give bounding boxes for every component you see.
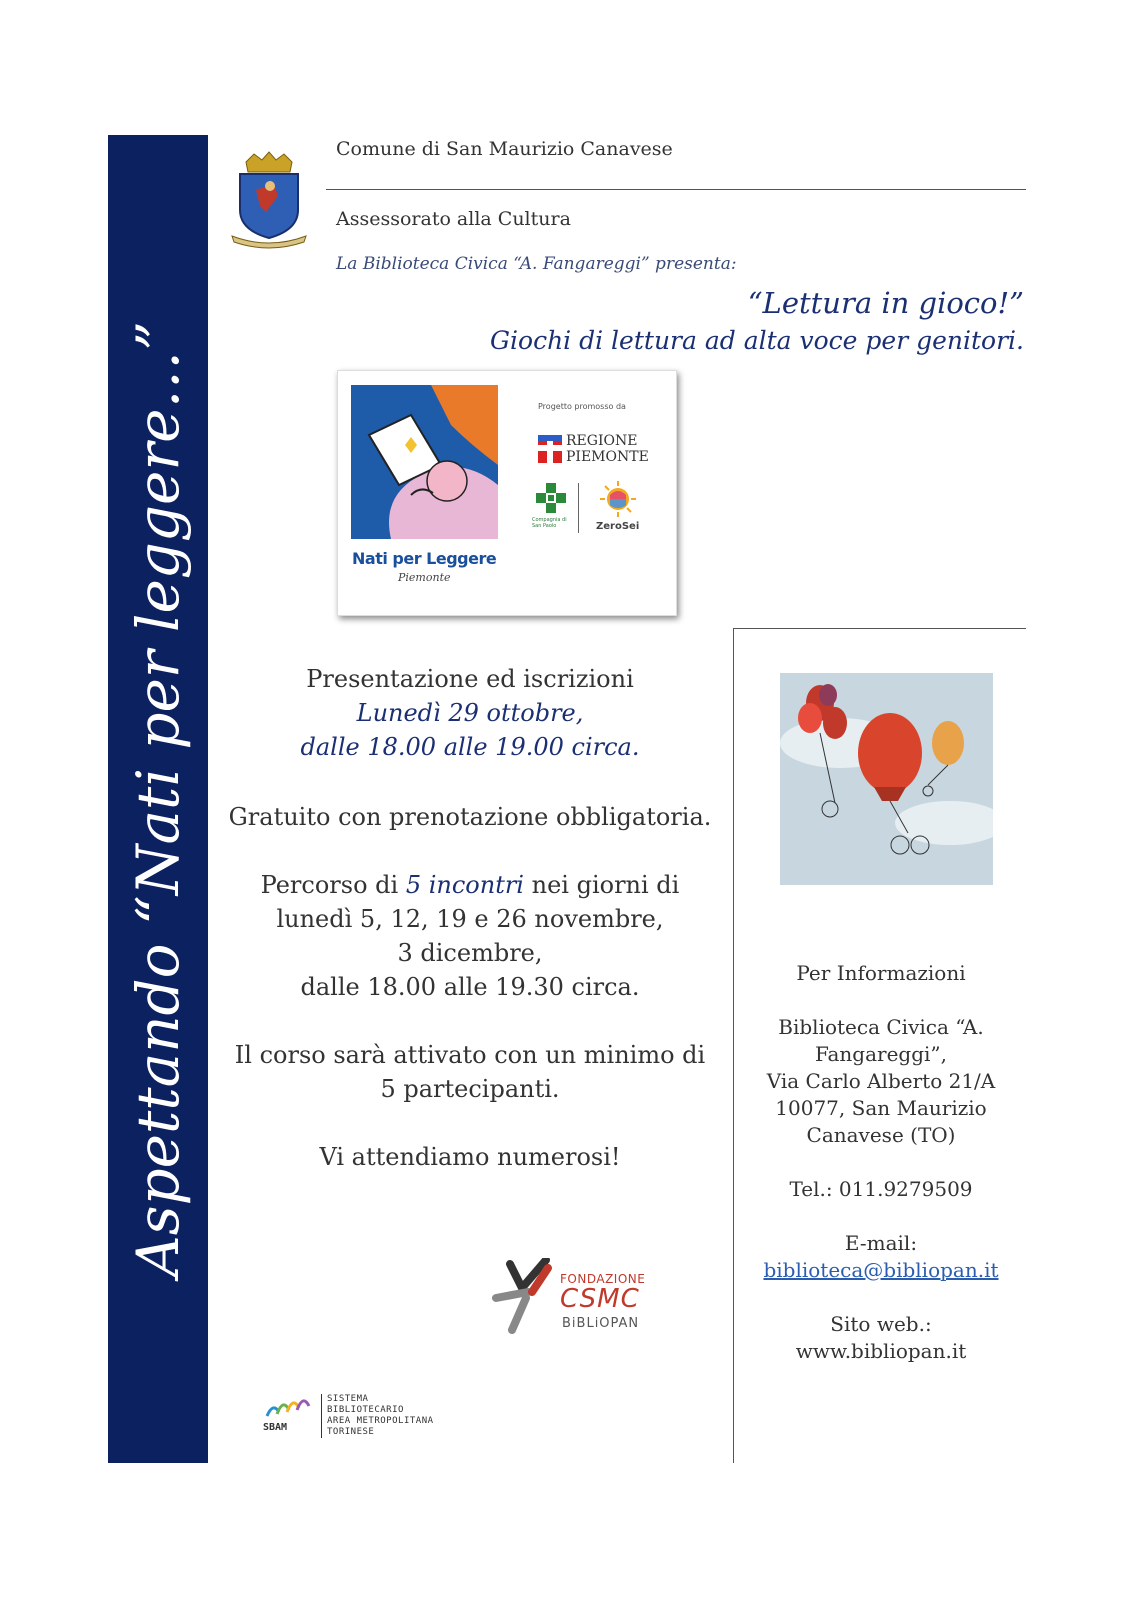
presentation-time: dalle 18.00 alle 19.00 circa. [300,733,640,761]
csmc-bibliopan: BiBLiOPAN [562,1316,640,1331]
csmc-figure-icon [490,1258,560,1338]
compagnia-san-paolo-icon [536,483,566,513]
sbam-code: SBAM [263,1422,288,1433]
department-name: Assessorato alla Cultura [336,208,571,230]
zerosei-sun-icon [600,481,636,517]
course-line-1 [220,868,720,902]
fondazione-csmc-logo [490,1258,650,1338]
email-link[interactable]: biblioteca@bibliopan.it [763,1258,999,1282]
npl-promo-label: Progetto promosso da [538,402,626,411]
municipal-crest-icon [226,150,312,250]
free-booking-note: Gratuito con prenotazione obbligatoria. [228,803,712,831]
vertical-title-band [108,135,208,1463]
course-suffix: nei giorni di [523,871,680,899]
info-column-left-rule [733,628,734,1463]
address-line: Via Carlo Alberto 21/A [766,1069,996,1093]
course-time: dalle 18.00 alle 19.30 circa. [300,973,640,1001]
presenter-line: La Biblioteca Civica “A. Fangareggi” presenta: [336,254,737,274]
website-url: www.bibliopan.it [795,1339,967,1363]
nati-per-leggere-logo-card [337,370,677,616]
presentation-heading: Presentazione ed iscrizioni [306,665,634,693]
event-title: “Lettura in gioco!” [747,286,1024,320]
closing-line: Vi attendiamo numerosi! [319,1143,621,1171]
minimum-participants-line: Il corso sarà attivato con un minimo di [234,1041,706,1069]
presentation-date: Lunedì 29 ottobre, [356,699,584,727]
zerosei-label: ZeroSei [596,521,640,532]
hot-air-balloons-illustration [780,673,993,885]
info-heading: Per Informazioni [796,961,966,985]
address-line: Fangareggi”, [814,1042,948,1066]
sbam-waves-icon [263,1392,313,1422]
course-prefix: Percorso di [260,871,406,899]
municipality-name: Comune di San Maurizio Canavese [336,138,673,160]
course-dates: lunedì 5, 12, 19 e 26 novembre, [276,905,664,933]
address-line: Canavese (TO) [806,1123,956,1147]
address-line: Biblioteca Civica “A. [778,1015,984,1039]
header-divider [326,189,1026,190]
vertical-title: Aspettando “Nati per leggere…” [124,320,192,1278]
sbam-line: TORINESE [327,1427,375,1437]
csmc-name: CSMC [560,1284,640,1314]
regione-line: REGIONE [566,433,638,449]
regione-piemonte-flag-icon [538,435,562,463]
npl-name: Nati per Leggere [352,549,497,568]
npl-illustration [351,385,498,539]
course-meetings: 5 incontri [405,871,524,899]
minimum-participants-count: 5 partecipanti. [380,1075,560,1103]
library-address [750,1014,1012,1149]
sbam-line: SISTEMA [327,1394,369,1404]
sbam-full-name [327,1394,434,1438]
address-line: 10077, San Maurizio [775,1096,987,1120]
event-subtitle: Giochi di lettura ad alta voce per genitori. [490,326,1024,355]
sbam-separator [321,1394,322,1438]
npl-region-script: Piemonte [398,571,451,584]
sbam-line: BIBLIOTECARIO [327,1405,404,1415]
mother-child-reading-icon [351,385,498,539]
email-label: E-mail: [844,1231,918,1255]
npl-separator [578,483,579,533]
regione-piemonte-text [566,433,649,465]
piemonte-line: PIEMONTE [566,449,649,465]
sbam-line: AREA METROPOLITANA [327,1416,434,1426]
course-dates-december: 3 dicembre, [397,939,543,967]
website-label: Sito web.: [830,1312,932,1336]
compagnia-label: Compagnia di San Paolo [532,517,567,529]
sbam-logo [263,1392,463,1442]
info-column-top-rule [733,628,1026,629]
phone-number: Tel.: 011.9279509 [789,1177,973,1201]
csmc-fondazione: FONDAZIONE [560,1272,646,1286]
